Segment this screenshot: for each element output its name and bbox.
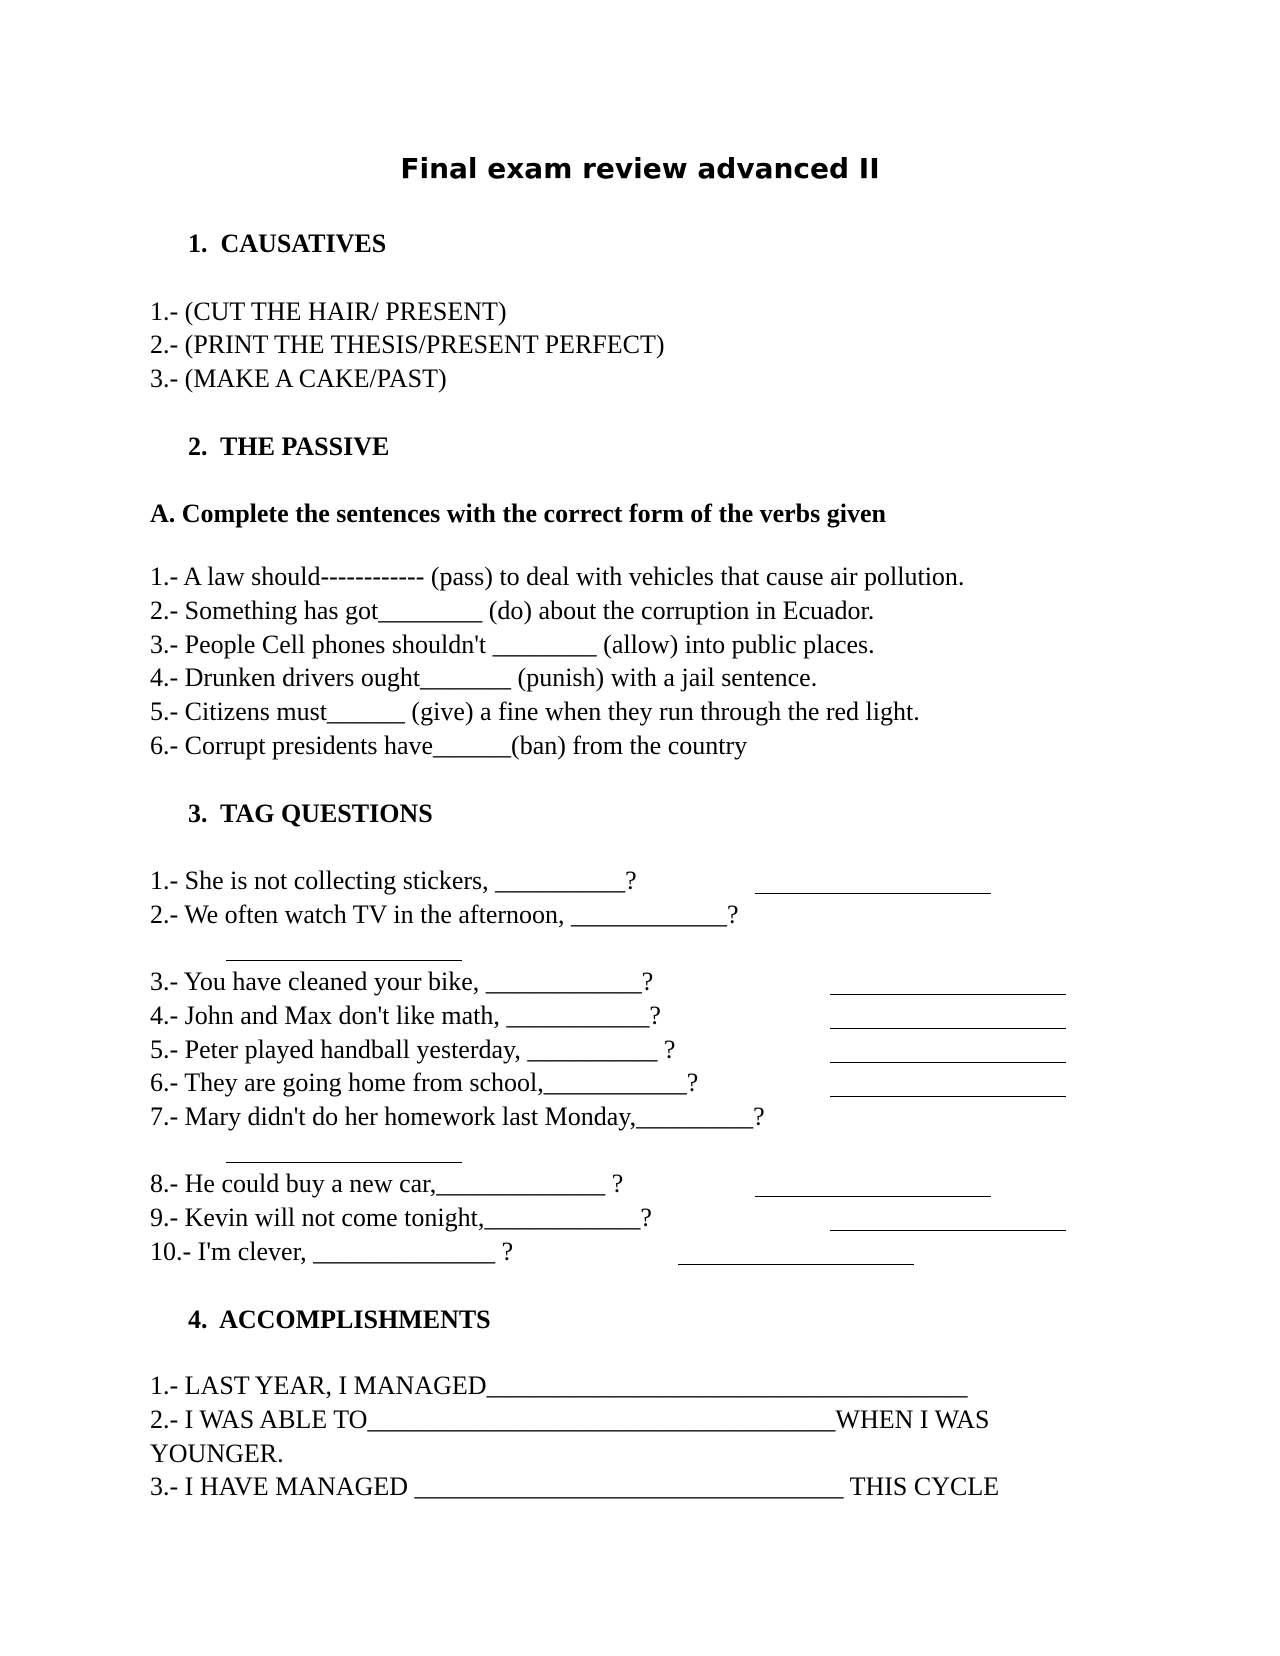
tag-item-3: 3.- You have cleaned your bike, ____________? <box>150 967 654 996</box>
passive-item-2: 2.- Something has got________ (do) about the corruption in Ecuador. <box>150 596 875 625</box>
tag-item-1: 1.- She is not collecting stickers, __________? <box>150 866 637 895</box>
answer-blank-6[interactable] <box>830 1096 1066 1097</box>
answer-blank-10[interactable] <box>678 1264 914 1265</box>
section-heading-passive: 2. THE PASSIVE <box>188 432 390 461</box>
tag-item-8: 8.- He could buy a new car,_____________ ? <box>150 1169 624 1198</box>
accomplishment-item-2-continued: YOUNGER. <box>150 1439 284 1468</box>
accomplishment-item-3: 3.- I HAVE MANAGED _________________________________ THIS CYCLE <box>150 1472 1000 1501</box>
tag-item-4: 4.- John and Max don't like math, ___________? <box>150 1001 661 1030</box>
section-heading-accomplishments: 4. ACCOMPLISHMENTS <box>188 1305 491 1334</box>
tag-item-10: 10.- I'm clever, ______________ ? <box>150 1237 514 1266</box>
tag-item-2: 2.- We often watch TV in the afternoon, ____________? <box>150 900 739 929</box>
answer-blank-5[interactable] <box>830 1062 1066 1063</box>
answer-blank-8[interactable] <box>755 1196 991 1197</box>
tag-item-5: 5.- Peter played handball yesterday, __________ ? <box>150 1035 676 1064</box>
answer-blank-7[interactable] <box>226 1162 462 1163</box>
answer-blank-4[interactable] <box>830 1028 1066 1029</box>
causative-item-2: 2.- (PRINT THE THESIS/PRESENT PERFECT) <box>150 330 665 359</box>
passive-instruction: A. Complete the sentences with the correct form of the verbs given <box>150 499 886 528</box>
tag-item-9: 9.- Kevin will not come tonight,____________? <box>150 1203 652 1232</box>
answer-blank-3[interactable] <box>830 994 1066 995</box>
causative-item-1: 1.- (CUT THE HAIR/ PRESENT) <box>150 297 507 326</box>
passive-item-3: 3.- People Cell phones shouldn't ________ (allow) into public places. <box>150 630 875 659</box>
accomplishment-item-1: 1.- LAST YEAR, I MANAGED_____________________________________ <box>150 1371 968 1400</box>
passive-item-1: 1.- A law should------------ (pass) to deal with vehicles that cause air pollution. <box>150 562 965 591</box>
passive-item-6: 6.- Corrupt presidents have______(ban) from the country <box>150 731 748 760</box>
causative-item-3: 3.- (MAKE A CAKE/PAST) <box>150 364 447 393</box>
tag-item-7: 7.- Mary didn't do her homework last Monday,_________? <box>150 1102 765 1131</box>
answer-blank-9[interactable] <box>830 1230 1066 1231</box>
answer-blank-1[interactable] <box>755 893 991 894</box>
tag-item-6: 6.- They are going home from school,___________? <box>150 1068 699 1097</box>
accomplishment-item-2: 2.- I WAS ABLE TO____________________________________WHEN I WAS <box>150 1405 990 1434</box>
section-heading-causatives: 1. CAUSATIVES <box>188 229 387 258</box>
section-heading-tag-questions: 3. TAG QUESTIONS <box>188 799 433 828</box>
passive-item-5: 5.- Citizens must______ (give) a fine when they run through the red light. <box>150 697 920 726</box>
page-title: Final exam review advanced II <box>400 152 880 185</box>
answer-blank-2[interactable] <box>226 960 462 961</box>
passive-item-4: 4.- Drunken drivers ought_______ (punish) with a jail sentence. <box>150 663 818 692</box>
